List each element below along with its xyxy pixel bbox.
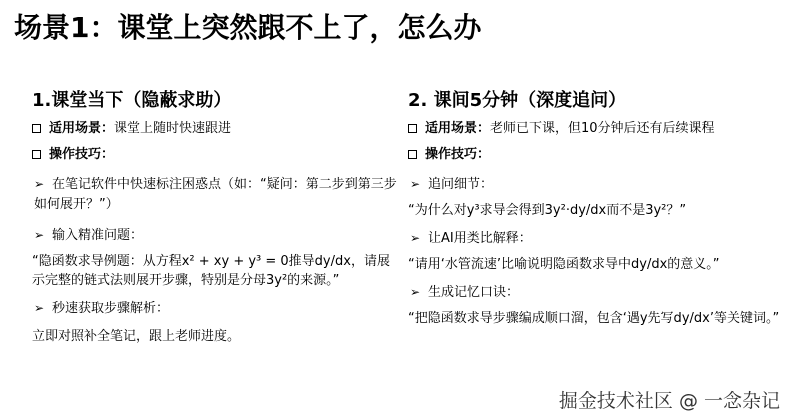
watermark: 掘金技术社区 @ 一念杂记 bbox=[558, 390, 780, 412]
checkbox-square-icon bbox=[32, 150, 41, 159]
left-step-2 bbox=[32, 225, 402, 246]
arrow-bullet-icon: ➢ bbox=[410, 285, 421, 299]
left-scene-label: 适用场景： bbox=[49, 121, 115, 136]
right-step-1 bbox=[408, 174, 788, 195]
checkbox-square-icon bbox=[408, 150, 417, 159]
left-heading: 1.课堂当下（隐蔽求助） bbox=[32, 90, 232, 111]
left-scene-text: 课堂上随时快速跟进 bbox=[114, 121, 232, 136]
right-step-1-text: 追问细节： bbox=[428, 177, 494, 192]
left-scene-row bbox=[32, 118, 402, 144]
checkbox-square-icon bbox=[32, 124, 41, 133]
right-step-2 bbox=[408, 228, 788, 249]
left-step-1 bbox=[32, 174, 402, 215]
left-tips-row bbox=[32, 144, 402, 170]
left-step-2-text: 输入精准问题： bbox=[52, 228, 144, 243]
page-title: 场景1：课堂上突然跟不上了，怎么办 bbox=[14, 11, 482, 44]
left-step-3 bbox=[32, 298, 402, 319]
right-scene-label: 适用场景： bbox=[425, 121, 491, 136]
right-scene-row bbox=[408, 118, 788, 144]
left-step-3-detail: 立即对照补全笔记，跟上老师进度。 bbox=[32, 329, 241, 344]
right-heading: 2. 课间5分钟（深度追问） bbox=[408, 90, 627, 111]
right-step-3-text: 生成记忆口诀： bbox=[428, 285, 520, 300]
left-tips-label: 操作技巧： bbox=[49, 147, 115, 162]
left-step-2-detail: “隐函数求导例题：从方程x² + xy + y³ = 0推导dy/dx，请展示完整的链式法则展开步骤，特别是分母3y²的来源。” bbox=[32, 254, 390, 288]
right-step-1-detail: “为什么对y³求导会得到3y²·dy/dx而不是3y²？” bbox=[408, 203, 687, 218]
arrow-bullet-icon: ➢ bbox=[34, 228, 45, 242]
right-scene-text: 老师已下课，但10分钟后还有后续课程 bbox=[490, 121, 715, 136]
right-tips-label: 操作技巧： bbox=[425, 147, 491, 162]
right-step-3 bbox=[408, 282, 788, 303]
right-column bbox=[408, 88, 788, 328]
right-step-2-detail: “请用‘水管流速’比喻说明隐函数求导中dy/dx的意义。” bbox=[408, 257, 720, 272]
left-step-3-text: 秒速获取步骤解析： bbox=[52, 301, 170, 316]
arrow-bullet-icon: ➢ bbox=[34, 301, 45, 315]
arrow-bullet-icon: ➢ bbox=[410, 177, 421, 191]
arrow-bullet-icon: ➢ bbox=[34, 177, 45, 191]
checkbox-square-icon bbox=[408, 124, 417, 133]
left-column bbox=[32, 88, 402, 346]
right-tips-row bbox=[408, 144, 788, 170]
arrow-bullet-icon: ➢ bbox=[410, 231, 421, 245]
right-step-2-text: 让AI用类比解释： bbox=[428, 231, 532, 246]
right-step-3-detail: “把隐函数求导步骤编成顺口溜，包含‘遇y先写dy/dx’等关键词。” bbox=[408, 311, 780, 326]
left-step-1-text: 在笔记软件中快速标注困惑点（如：“疑问：第二步到第三步如何展开？”） bbox=[34, 177, 397, 212]
